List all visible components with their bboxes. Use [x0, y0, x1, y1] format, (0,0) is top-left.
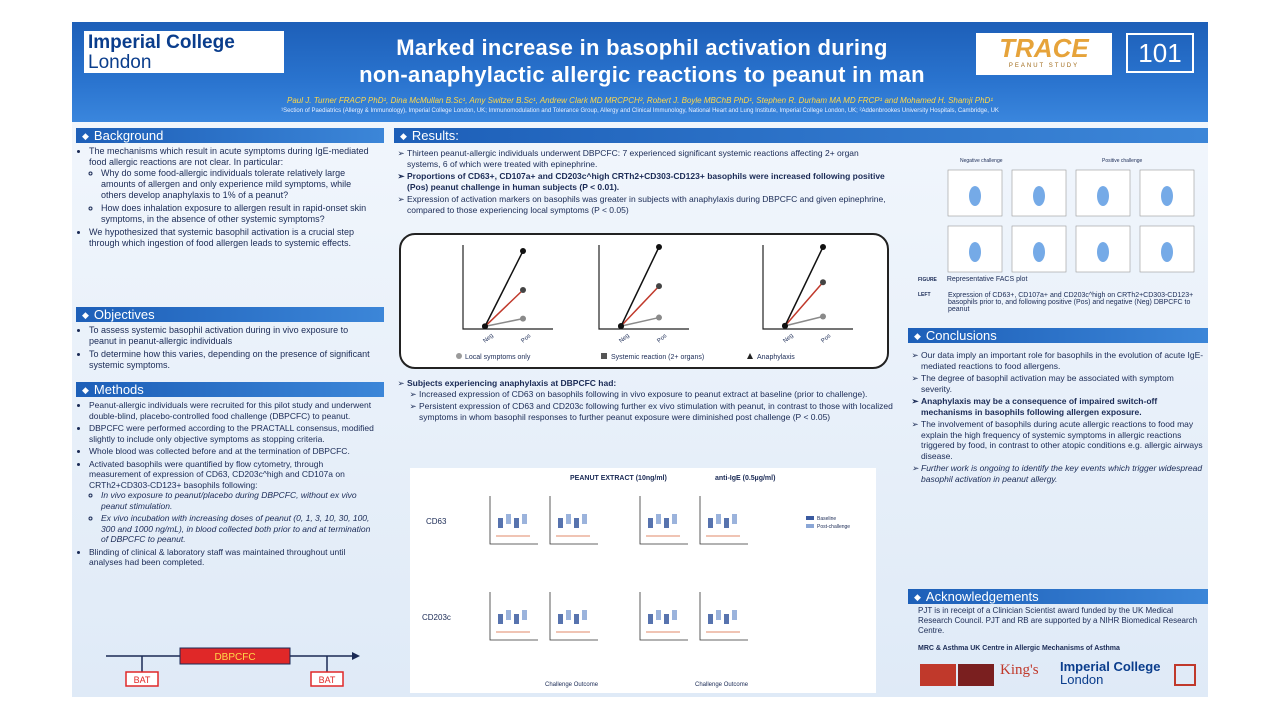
- results-body: [394, 148, 894, 217]
- panel-axis: [463, 245, 553, 329]
- fig2-box: [566, 514, 571, 524]
- legend-systemic: Systemic reaction (2+ organs): [611, 354, 705, 361]
- result-4b: ➢ Persistent expression of CD63 and CD203c following further ex vivo stimulation with peanut, in contrast to those with localized symptoms in whom basophil responses to further peanut exposure were diminished post challenge (P < 0.05): [419, 401, 894, 422]
- fig2-box: [664, 518, 669, 528]
- fig2-box: [566, 610, 571, 620]
- legend-anaph: Anaphylaxis: [757, 354, 795, 361]
- fig2-legend-baseline: Baseline: [817, 516, 837, 522]
- activation-figure: [399, 233, 889, 369]
- authors: Paul J. Turner FRACP PhD¹, Dina McMullan B.Sc¹, Amy Switzer B.Sc¹, Andrew Clark MD MRCPCH², Robert J. Boyle MBChB PhD¹, Stephen R. Durham MA MD FRCP¹ and Mohamed H. Shamji PhD¹: [287, 96, 993, 105]
- diamond-icon: ◆: [82, 310, 89, 320]
- results-heading: [394, 128, 1208, 143]
- fig2-box: [558, 518, 563, 528]
- fig2-box: [664, 614, 669, 624]
- objectives-body: [76, 325, 376, 373]
- series-line: [785, 317, 823, 326]
- conclusion-5: ➢ Further work is ongoing to identify the key events which trigger widespread basophil activation in peanut allergy.: [921, 463, 1204, 484]
- mrc-logo: [920, 664, 956, 686]
- trace-logo-text: TRACE: [999, 33, 1089, 63]
- data-point: [520, 248, 526, 254]
- facs-cluster: [1097, 242, 1109, 262]
- fig2-box: [672, 610, 677, 620]
- tick-label: Neg: [482, 332, 495, 345]
- legend-anaph-marker: [747, 353, 753, 359]
- facs-caption-1-text: Representative FACS plot: [946, 276, 1028, 283]
- fig2-box: [708, 518, 713, 528]
- acknowledgements-text: PJT is in receipt of a Clinician Scientist award funded by the UK Medical Research Council. PJT and RB are supported by a NIHR Biomedical Research Centre.: [918, 606, 1198, 635]
- method-4a: ◦ In vivo exposure to peanut/placebo during DBPCFC, without ex vivo peanut stimulation.: [101, 490, 376, 511]
- data-point: [782, 323, 788, 329]
- tick-label: Pos: [520, 333, 533, 345]
- background-sub2: ◦ How does inhalation exposure to allergen result in rapid-onset skin symptoms, in the absence of other systemic symptoms?: [101, 203, 376, 225]
- method-3: • Whole blood was collected before and at the termination of DBPCFC.: [89, 446, 376, 457]
- facs-cluster: [1033, 242, 1045, 262]
- fig2-box: [558, 614, 563, 624]
- acknowledgements-heading: [908, 589, 1208, 604]
- result-1: ➢ Thirteen peanut-allergic individuals underwent DBPCFC: 7 experienced significant systemic reactions affecting 2+ organ systems, 6 of which were treated with epinephrine.: [407, 148, 894, 169]
- poster-title: [292, 34, 992, 88]
- facs-plot-svg: [912, 152, 1208, 282]
- facs-cluster: [1033, 186, 1045, 206]
- method-4b: ◦ Ex vivo incubation with increasing doses of peanut (0, 1, 3, 10, 30, 100, 300 and 1000 ng/mL), in blood collected both prior to and at termination of DBPCFC to peanut.: [101, 513, 376, 545]
- affiliations: ¹Section of Paediatrics (Allergy & Immunology), Imperial College London, UK; Immunomodulation and Tolerance Group, Allergy and Clinical Immunology, National Heart and Lung Institute, Imperial College London, UK; ²Addenbrookes University Hospitals, Cambridge, UK: [281, 108, 999, 114]
- acknowledgement-logos: [918, 658, 1208, 692]
- data-point: [656, 283, 662, 289]
- facs-cluster: [1161, 186, 1173, 206]
- ic-logo-small: [1060, 660, 1160, 686]
- series-line: [485, 319, 523, 327]
- fig2-box: [732, 514, 737, 524]
- facs-caption-1: [918, 276, 1206, 283]
- tick-label: Neg: [782, 332, 795, 345]
- imperial-college-logo: [84, 31, 284, 73]
- result-3: ➢ Expression of activation markers on basophils was greater in subjects with anaphylaxis during DBPCFC and given epinephrine, compared to those experiencing local symptoms (P < 0.05): [407, 194, 894, 215]
- objective-1: • To assess systemic basophil activation during in vivo exposure to peanut in peanut-allergic individuals: [89, 325, 376, 347]
- fig2-box: [724, 614, 729, 624]
- data-point: [618, 323, 624, 329]
- facs-caption-1-label: FIGURE: [918, 277, 937, 283]
- methods-heading: [76, 382, 384, 397]
- asthma-uk-logo: [958, 664, 994, 686]
- legend-systemic-marker: [601, 353, 607, 359]
- methods-body: [76, 400, 376, 570]
- facs-cluster: [1161, 242, 1173, 262]
- fig2-legend-post: Post-challenge: [817, 524, 851, 530]
- results-body-2: [394, 378, 894, 424]
- panel-axis: [599, 245, 689, 329]
- fig2-box: [514, 614, 519, 624]
- poster-number: 101: [1126, 33, 1194, 73]
- fig2-box: [582, 610, 587, 620]
- facs-cluster: [969, 186, 981, 206]
- title-line2: non-anaphylactic allergic reactions to peanut in man: [359, 62, 925, 87]
- fig2-xlabel-left: Challenge Outcome: [545, 682, 599, 688]
- data-point: [520, 316, 526, 322]
- fig2-box: [672, 514, 677, 524]
- poster-header: [72, 22, 1208, 122]
- facs-caption-2: [918, 292, 1206, 313]
- result-2: ➢ Proportions of CD63+, CD107a+ and CD203c^high CRTh2+CD303-CD123+ basophils were increased following positive (Pos) peanut challenge in human subjects (P < 0.01).: [407, 171, 894, 192]
- fig2-box: [724, 518, 729, 528]
- series-line: [785, 247, 823, 326]
- conclusions-body: [908, 350, 1204, 486]
- diamond-icon: ◆: [914, 592, 921, 602]
- ic-logo-small-line2: London: [1060, 672, 1104, 687]
- background-body: [76, 146, 376, 251]
- background-p1: The mechanisms which result in acute symptoms during IgE-mediated food allergic reactions are not clear. In particular:: [89, 146, 369, 167]
- data-point: [820, 314, 826, 320]
- cd63-cd203c-svg: [410, 468, 876, 693]
- fig2-box: [656, 610, 661, 620]
- conclusions-heading: [908, 328, 1208, 343]
- facs-plot: [912, 152, 1208, 282]
- data-point: [656, 244, 662, 250]
- series-line: [485, 251, 523, 326]
- tick-label: Neg: [618, 332, 631, 345]
- method-1: • Peanut-allergic individuals were recruited for this pilot study and underwent double-blind, placebo-controlled food challenge (DBPCFC) to peanut.: [89, 400, 376, 421]
- diamond-icon: ◆: [82, 385, 89, 395]
- fig2-col1: PEANUT EXTRACT (10ng/ml): [570, 475, 667, 482]
- facs-cluster: [1097, 186, 1109, 206]
- diamond-icon: ◆: [400, 131, 407, 141]
- acknowledgements-centre: MRC & Asthma UK Centre in Allergic Mechanisms of Asthma: [918, 645, 1120, 652]
- acknowledgements-heading-label: Acknowledgements: [925, 589, 1039, 604]
- legend-local: Local symptoms only: [465, 354, 531, 361]
- series-line: [621, 247, 659, 326]
- trace-logo: [976, 33, 1112, 75]
- conclusion-1: ➢ Our data imply an important role for basophils in the evolution of acute IgE-mediated reactions to food allergens.: [921, 350, 1204, 371]
- trace-logo-subtext: PEANUT STUDY: [1008, 63, 1080, 69]
- bat-label-post: BAT: [318, 675, 336, 685]
- cd63-cd203c-figure: [410, 468, 876, 693]
- fig2-box: [656, 514, 661, 524]
- background-p2: • We hypothesized that systemic basophil activation is a crucial step through which ingestion of food allergen leads to systemic effects.: [89, 227, 376, 249]
- facs-col1: Negative challenge: [960, 158, 1003, 164]
- fig2-box: [522, 514, 527, 524]
- dbpcfc-label: DBPCFC: [214, 652, 256, 663]
- legend-local-marker: [456, 353, 462, 359]
- data-point: [656, 315, 662, 321]
- fig2-row1: CD63: [426, 517, 447, 526]
- facs-caption-2-label: LEFT: [918, 292, 931, 298]
- methods-heading-label: Methods: [93, 382, 144, 397]
- fig2-box: [708, 614, 713, 624]
- conclusion-4: ➢ The involvement of basophils during acute allergic reactions to food may explain the high frequency of systemic symptoms in allergic reactions triggered by food, in contrast to other atopic conditions e.g. allergic airways disease.: [921, 419, 1204, 461]
- fig2-box: [716, 610, 721, 620]
- facs-cluster: [969, 242, 981, 262]
- fig2-box: [498, 518, 503, 528]
- data-point: [482, 323, 488, 329]
- conclusions-heading-label: Conclusions: [925, 328, 997, 343]
- tick-label: Pos: [656, 333, 669, 345]
- fig2-box: [716, 514, 721, 524]
- data-point: [520, 287, 526, 293]
- fig2-box: [648, 518, 653, 528]
- data-point: [820, 279, 826, 285]
- fig2-box: [514, 518, 519, 528]
- fig2-xlabel-right: Challenge Outcome: [695, 682, 749, 688]
- method-2: • DBPCFC were performed according to the PRACTALL consensus, modified slightly to include only objective symptoms as stopping criteria.: [89, 423, 376, 444]
- results-heading-label: Results:: [411, 128, 459, 143]
- background-heading-label: Background: [93, 128, 164, 143]
- method-4: Activated basophils were quantified by flow cytometry, through measurement of expression of CD63, CD203c^high and CD107a on CRTh2+CD303-CD123+ basophils following:: [89, 458, 345, 490]
- fig2-box: [506, 610, 511, 620]
- kings-logo: King's: [1000, 662, 1039, 678]
- result-4a: ➢ Increased expression of CD63 on basophils following in vivo exposure to peanut extract at baseline (prior to challenge).: [419, 389, 894, 400]
- fig2-legend-post-marker: [806, 524, 814, 528]
- logo-line2: London: [88, 52, 152, 73]
- fig2-box: [582, 514, 587, 524]
- conclusion-2: ➢ The degree of basophil activation may be associated with symptom severity.: [921, 373, 1204, 394]
- nihr-logo: [1174, 664, 1196, 686]
- fig2-col2: anti-IgE (0.5µg/ml): [715, 475, 776, 482]
- poster: [72, 22, 1208, 697]
- diamond-icon: ◆: [914, 331, 921, 341]
- study-timeline-diagram: [102, 642, 362, 692]
- conclusion-3: ➢ Anaphylaxis may be a consequence of impaired switch-off mechanisms in basophils following allergen exposure.: [921, 396, 1204, 417]
- tick-label: Pos: [820, 333, 833, 345]
- objective-2: • To determine how this varies, depending on the presence of significant systemic symptoms.: [89, 349, 376, 371]
- background-heading: [76, 128, 384, 143]
- diamond-icon: ◆: [82, 131, 89, 141]
- fig2-legend-baseline-marker: [806, 516, 814, 520]
- objectives-heading: [76, 307, 384, 322]
- facs-col2: Positive challenge: [1102, 158, 1143, 164]
- series-line: [621, 318, 659, 327]
- background-sub1: ◦ Why do some food-allergic individuals tolerate relatively large amounts of allergen and only experience mild symptoms, while others develop anaphylaxis to 1% of a peanut?: [101, 168, 376, 201]
- data-point: [820, 244, 826, 250]
- objectives-heading-label: Objectives: [93, 307, 155, 322]
- fig2-box: [498, 614, 503, 624]
- title-line1: Marked increase in basophil activation during: [396, 35, 888, 60]
- series-line: [621, 286, 659, 326]
- result-4: Subjects experiencing anaphylaxis at DBPCFC had:: [407, 378, 617, 388]
- facs-caption-2-text: Expression of CD63+, CD107a+ and CD203c^high on CRTh2+CD303-CD123+ basophils prior to, and following positive (Pos) and negative (Neg) DBPCFC to peanut: [948, 292, 1194, 313]
- fig2-box: [648, 614, 653, 624]
- series-line: [485, 290, 523, 326]
- bat-label-pre: BAT: [133, 675, 151, 685]
- fig2-box: [574, 614, 579, 624]
- series-line: [785, 282, 823, 326]
- fig2-box: [574, 518, 579, 528]
- logo-line1: Imperial College: [88, 32, 235, 53]
- panel-axis: [763, 245, 853, 329]
- fig2-box: [732, 610, 737, 620]
- fig2-box: [522, 610, 527, 620]
- activation-scatter-svg: [401, 235, 887, 367]
- method-5: • Blinding of clinical & laboratory staff was maintained throughout until analyses had been completed.: [89, 547, 376, 568]
- fig2-row2: CD203c: [422, 613, 451, 622]
- ic-logo-small-line1: Imperial College: [1060, 659, 1161, 674]
- fig2-box: [506, 514, 511, 524]
